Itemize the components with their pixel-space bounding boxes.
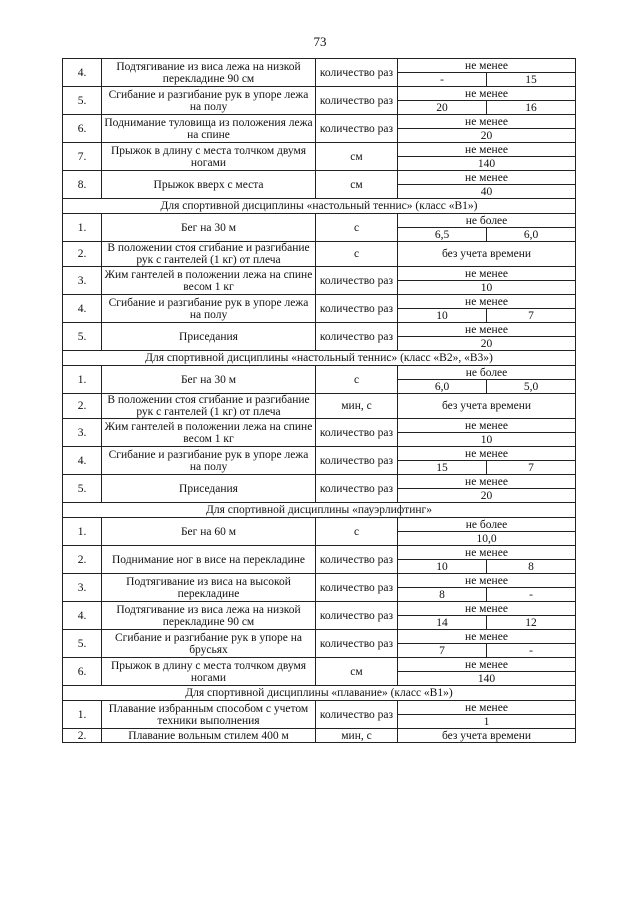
unit: количество раз [316,701,398,729]
row-number: 6. [63,658,102,686]
exercise-row [63,366,576,380]
exercise-name: Плавание избранным способом с учетом техники выполнения [102,701,316,729]
unit: с [316,366,398,394]
unit: см [316,658,398,686]
norm-value: 140 [398,672,576,686]
exercise-row [63,115,576,129]
unit: см [316,143,398,171]
norm-value: 5,0 [487,380,576,394]
norm-value: 10 [398,281,576,295]
exercise-row [63,447,576,461]
unit: количество раз [316,475,398,503]
exercise-row [63,518,576,532]
unit: количество раз [316,630,398,658]
row-number: 1. [63,701,102,729]
unit: с [316,242,398,267]
row-number: 3. [63,574,102,602]
norm-value: 10,0 [398,532,576,546]
exercise-name: Плавание вольным стилем 400 м [102,729,316,743]
row-number: 6. [63,115,102,143]
norm-value: 8 [487,560,576,574]
section-title: Для спортивной дисциплины «плавание» (класс «В1») [63,686,576,701]
norm-value: 40 [398,185,576,199]
row-number: 1. [63,214,102,242]
row-number: 5. [63,475,102,503]
exercise-name: Бег на 30 м [102,214,316,242]
norm-value: 7 [398,644,487,658]
row-number: 8. [63,171,102,199]
unit: количество раз [316,59,398,87]
exercise-row [63,267,576,281]
norm-value: 8 [398,588,487,602]
norm-value: 7 [487,461,576,475]
norm-header: не менее [398,658,576,672]
exercise-row [63,171,576,185]
norm-text: без учета времени [398,242,576,267]
unit: количество раз [316,295,398,323]
norm-header: не менее [398,701,576,715]
exercise-name: Подтягивание из виса лежа на низкой перекладине 90 см [102,59,316,87]
norm-header: не менее [398,323,576,337]
exercise-name: В положении стоя сгибание и разгибание рук с гантелей (1 кг) от плеча [102,242,316,267]
exercise-row [63,59,576,73]
norm-value: - [398,73,487,87]
exercise-row [63,475,576,489]
exercise-name: Сгибание и разгибание рук в упоре на брусьях [102,630,316,658]
unit: с [316,518,398,546]
norm-value: - [487,644,576,658]
norm-value: 20 [398,129,576,143]
row-number: 2. [63,242,102,267]
exercise-name: В положении стоя сгибание и разгибание рук с гантелей (1 кг) от плеча [102,394,316,419]
exercise-name: Сгибание и разгибание рук в упоре лежа на полу [102,447,316,475]
norm-header: не менее [398,267,576,281]
norm-header: не менее [398,630,576,644]
norm-header: не менее [398,171,576,185]
row-number: 4. [63,447,102,475]
section-header-row [63,199,576,214]
exercise-name: Бег на 60 м [102,518,316,546]
exercise-name: Подтягивание из виса лежа на низкой перекладине 90 см [102,602,316,630]
norm-value: 16 [487,101,576,115]
exercise-name: Сгибание и разгибание рук в упоре лежа на полу [102,87,316,115]
unit: см [316,171,398,199]
row-number: 1. [63,366,102,394]
section-header-row [63,686,576,701]
exercise-row [63,658,576,672]
exercise-name: Прыжок в длину с места толчком двумя ногами [102,143,316,171]
unit: мин, с [316,729,398,743]
norm-header: не менее [398,59,576,73]
section-title: Для спортивной дисциплины «настольный теннис» (класс «В2», «В3») [63,351,576,366]
norm-value: - [487,588,576,602]
exercise-row [63,602,576,616]
norm-header: не менее [398,87,576,101]
row-number: 1. [63,518,102,546]
norm-text: без учета времени [398,394,576,419]
exercise-row [63,574,576,588]
norm-value: 14 [398,616,487,630]
unit: количество раз [316,447,398,475]
unit: количество раз [316,602,398,630]
section-header-row [63,351,576,366]
exercise-row [63,143,576,157]
unit: количество раз [316,115,398,143]
exercise-name: Приседания [102,475,316,503]
exercise-name: Жим гантелей в положении лежа на спине весом 1 кг [102,419,316,447]
norm-value: 6,0 [487,228,576,242]
row-number: 2. [63,546,102,574]
norm-value: 6,0 [398,380,487,394]
row-number: 2. [63,729,102,743]
unit: количество раз [316,87,398,115]
norm-header: не менее [398,419,576,433]
unit: количество раз [316,323,398,351]
exercise-name: Прыжок в длину с места толчком двумя ногами [102,658,316,686]
norm-value: 15 [398,461,487,475]
unit: количество раз [316,419,398,447]
norm-header: не менее [398,447,576,461]
row-number: 2. [63,394,102,419]
norm-header: не менее [398,602,576,616]
norm-value: 10 [398,309,487,323]
unit: количество раз [316,267,398,295]
row-number: 4. [63,602,102,630]
standards-table-body [63,59,576,743]
row-number: 7. [63,143,102,171]
norm-header: не более [398,518,576,532]
exercise-name: Сгибание и разгибание рук в упоре лежа на полу [102,295,316,323]
unit: мин, с [316,394,398,419]
norm-header: не более [398,214,576,228]
exercise-name: Бег на 30 м [102,366,316,394]
unit: количество раз [316,546,398,574]
unit: с [316,214,398,242]
norm-value: 20 [398,101,487,115]
norm-value: 10 [398,560,487,574]
row-number: 5. [63,87,102,115]
exercise-name: Жим гантелей в положении лежа на спине весом 1 кг [102,267,316,295]
exercise-row [63,701,576,715]
page-number: 73 [313,34,327,49]
exercise-row [63,630,576,644]
exercise-row [63,295,576,309]
row-number: 3. [63,419,102,447]
norm-header: не менее [398,295,576,309]
exercise-name: Прыжок вверх с места [102,171,316,199]
norm-header: не более [398,366,576,380]
norm-header: не менее [398,143,576,157]
norm-header: не менее [398,574,576,588]
row-number: 4. [63,295,102,323]
exercise-row [63,546,576,560]
exercise-row [63,729,576,743]
row-number: 4. [63,59,102,87]
row-number: 5. [63,323,102,351]
exercise-name: Поднимание ног в висе на перекладине [102,546,316,574]
norm-header: не менее [398,115,576,129]
norm-header: не менее [398,475,576,489]
norm-text: без учета времени [398,729,576,743]
norm-value: 12 [487,616,576,630]
norm-value: 15 [487,73,576,87]
norm-value: 6,5 [398,228,487,242]
norm-header: не менее [398,546,576,560]
row-number: 3. [63,267,102,295]
norm-value: 20 [398,337,576,351]
exercise-name: Приседания [102,323,316,351]
exercise-row [63,419,576,433]
norm-value: 1 [398,715,576,729]
standards-table [62,58,576,743]
norm-value: 20 [398,489,576,503]
unit: количество раз [316,574,398,602]
exercise-row [63,323,576,337]
norm-value: 140 [398,157,576,171]
row-number: 5. [63,630,102,658]
norm-value: 7 [487,309,576,323]
norm-value: 10 [398,433,576,447]
exercise-name: Подтягивание из виса на высокой перекладине [102,574,316,602]
section-header-row [63,503,576,518]
exercise-row [63,214,576,228]
section-title: Для спортивной дисциплины «пауэрлифтинг» [63,503,576,518]
exercise-row [63,87,576,101]
exercise-name: Поднимание туловища из положения лежа на спине [102,115,316,143]
section-title: Для спортивной дисциплины «настольный теннис» (класс «В1») [63,199,576,214]
